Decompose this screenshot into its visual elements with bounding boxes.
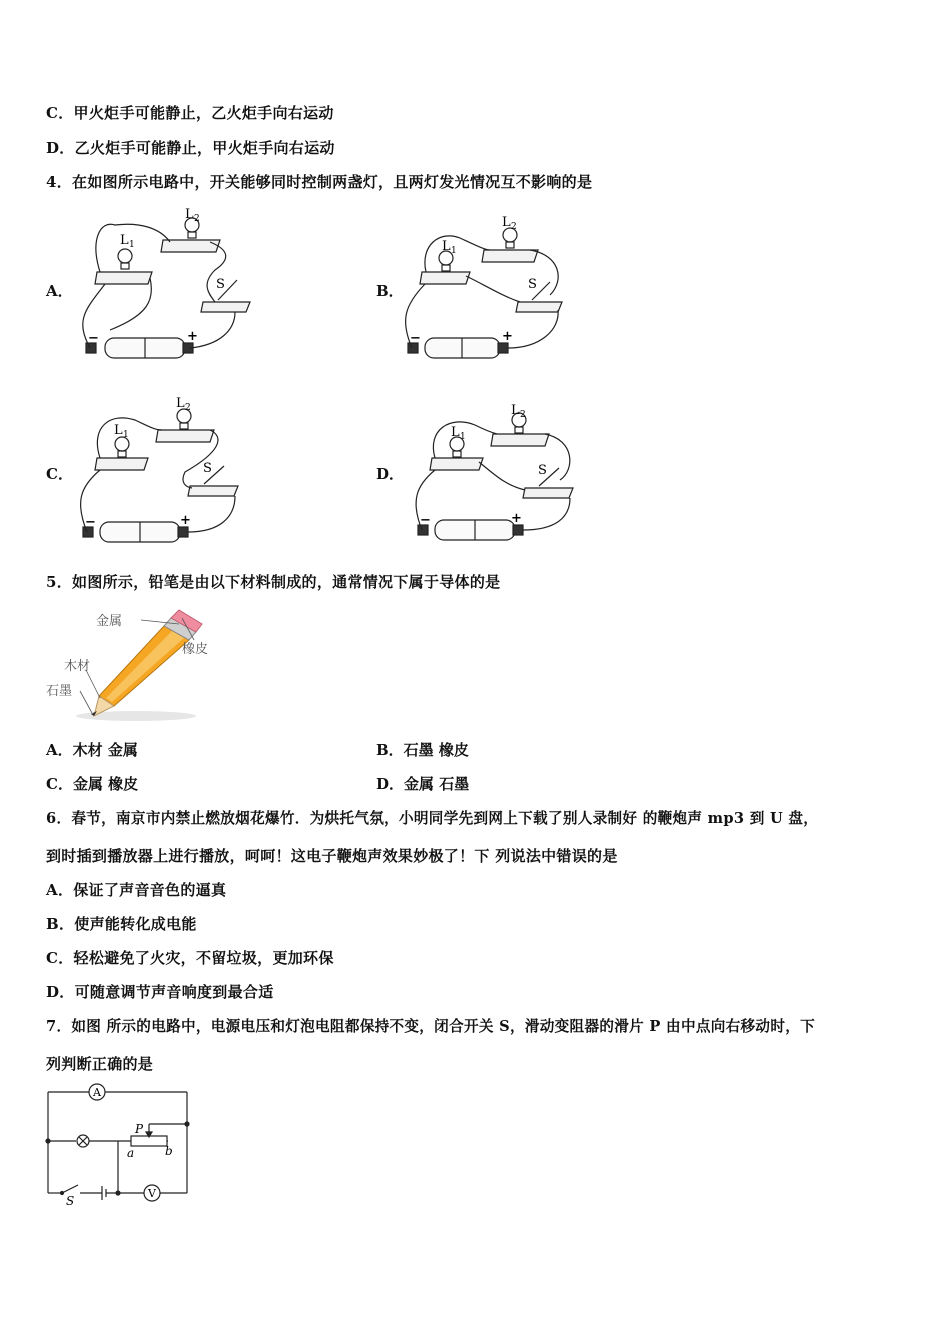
q6-option-a: A．保证了声音音色的逼真 <box>46 881 227 899</box>
label-eraser: 橡皮 <box>182 642 209 657</box>
slider-label: P <box>135 1122 144 1136</box>
switch-label: S <box>216 277 225 292</box>
q6-option-b: B．使声能转化成电能 <box>46 915 197 933</box>
q3-option-c: C．甲火炬手可能静止，乙火炬手向右运动 <box>46 104 334 122</box>
label-metal: 金属 <box>96 614 123 629</box>
plus-label: + <box>502 329 513 344</box>
minus-label: − <box>85 515 96 530</box>
end-a-label: a <box>127 1146 135 1160</box>
l2-sub: 2 <box>185 403 191 413</box>
q4-circuit-d <box>405 400 595 550</box>
q7-stem-line2: 列判断正确的是 <box>46 1055 154 1073</box>
q5-option-c: C．金属 橡皮 <box>46 775 139 793</box>
q4-option-d-label: D． <box>376 465 405 483</box>
end-b-label: b <box>165 1144 173 1158</box>
q4-option-b-label: B． <box>376 282 404 300</box>
q6-stem-line1: 6．春节，南京市内禁止燃放烟花爆竹．为烘托气氛，小明同学先到网上下载了别人录制好 的鞭炮声 mp3 到 U 盘， <box>46 810 819 827</box>
q4-stem: 4．在如图所示电路中，开关能够同时控制两盏灯，且两灯发光情况互不影响的是 <box>46 173 593 191</box>
l2-label: L <box>176 396 185 411</box>
minus-label: − <box>88 331 99 346</box>
l1-label: L <box>114 423 123 438</box>
l1-label: L <box>120 233 129 248</box>
l1-sub: 1 <box>460 432 466 442</box>
q4-circuit-a <box>70 200 260 370</box>
q3-option-d: D．乙火炬手可能静止，甲火炬手向右运动 <box>46 139 335 157</box>
voltmeter-label: V <box>148 1187 156 1200</box>
l1-sub: 1 <box>451 246 457 256</box>
q5-option-b: B．石墨 橡皮 <box>376 741 469 759</box>
q5-option-d: D．金属 石墨 <box>376 775 470 793</box>
q6-option-d: D．可随意调节声音响度到最合适 <box>46 983 274 1001</box>
l2-sub: 2 <box>194 214 200 224</box>
l2-sub: 2 <box>511 222 517 232</box>
q7-stem-line1: 7．如图 所示的电路中，电源电压和灯泡电阻都保持不变，闭合开关 S，滑动变阻器的滑片 P 由中点向右移动时，下 <box>46 1018 815 1035</box>
l1-label: L <box>451 425 460 440</box>
switch-label: S <box>538 463 547 478</box>
q7-circuit-diagram <box>40 1080 200 1210</box>
q6-stem-line2: 到时插到播放器上进行播放，呵呵！这电子鞭炮声效果妙极了！下 列说法中错误的是 <box>46 847 618 865</box>
plus-label: + <box>187 329 198 344</box>
label-graphite: 石墨 <box>46 684 73 699</box>
q5-pencil-figure <box>44 598 234 728</box>
q4-option-c-label: C． <box>46 465 73 483</box>
q4-circuit-b <box>400 210 590 370</box>
q6-option-c: C．轻松避免了火灾，不留垃圾，更加环保 <box>46 949 334 967</box>
switch-label: S <box>528 277 537 292</box>
l1-sub: 1 <box>129 240 135 250</box>
q4-circuit-c <box>70 392 260 552</box>
q4-option-a-label: A． <box>46 282 73 300</box>
switch-label: S <box>203 461 212 476</box>
switch-label: S <box>66 1194 75 1208</box>
l1-label: L <box>442 239 451 254</box>
ammeter-label: A <box>93 1086 101 1099</box>
minus-label: − <box>420 513 431 528</box>
q5-stem: 5．如图所示，铅笔是由以下材料制成的，通常情况下属于导体的是 <box>46 573 501 591</box>
plus-label: + <box>511 511 522 526</box>
l2-sub: 2 <box>520 410 526 420</box>
l2-label: L <box>511 403 520 418</box>
l2-label: L <box>185 207 194 222</box>
l1-sub: 1 <box>123 430 129 440</box>
plus-label: + <box>180 513 191 528</box>
minus-label: − <box>410 331 421 346</box>
l2-label: L <box>502 215 511 230</box>
q5-option-a: A．木材 金属 <box>46 741 138 759</box>
label-wood: 木材 <box>64 659 91 674</box>
